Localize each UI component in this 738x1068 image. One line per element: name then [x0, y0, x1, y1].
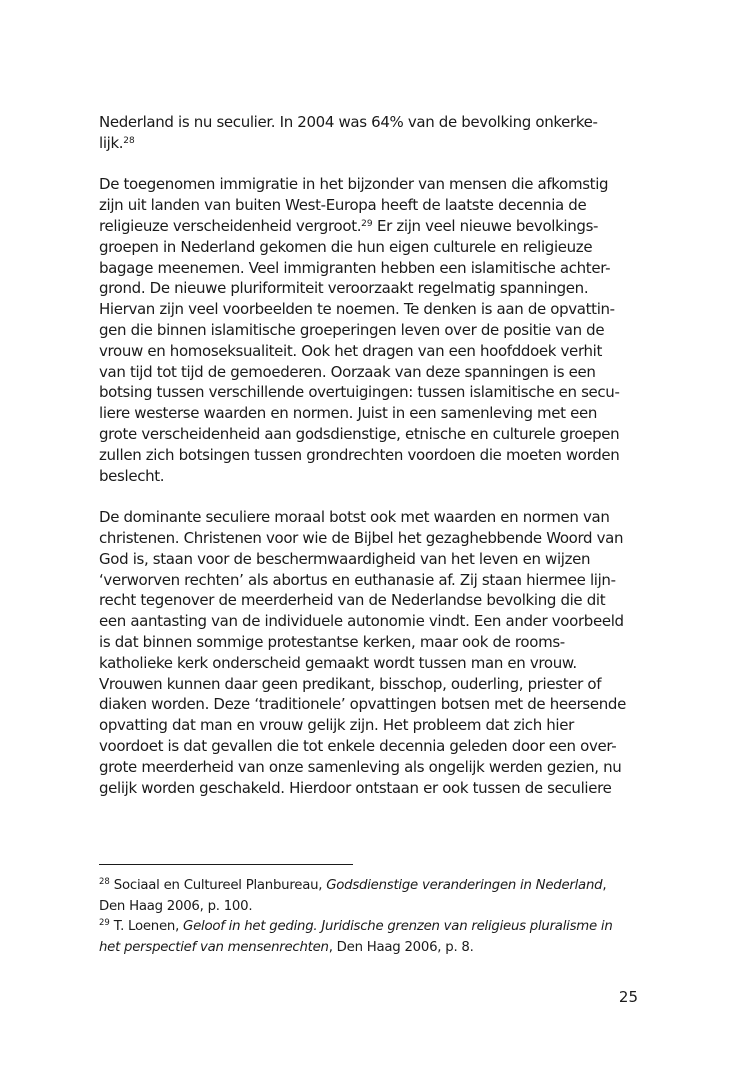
text-line: [99, 341, 647, 362]
text-line: [99, 445, 647, 466]
line-text: grond. De nieuwe pluriformiteit veroorzaakt regelmatig spanningen.: [99, 279, 589, 298]
footnote-28: [99, 876, 647, 917]
page-number: 25: [618, 988, 638, 1006]
line-text: botsing tussen verschillende overtuigingen: tussen islamitische en secu-: [99, 383, 620, 402]
line-text: grote verscheidenheid aan godsdienstige, etnische en culturele groepen: [99, 424, 620, 443]
footnote-reference[interactable]: 29: [361, 218, 373, 229]
footnote-text: , Den Haag 2006, p. 8.: [328, 939, 474, 955]
line-text: Er zijn veel nieuwe bevolkings-: [377, 216, 599, 235]
line-text: religieuze verscheidenheid vergroot.: [99, 216, 362, 235]
text-line: [99, 299, 647, 320]
text-line: [99, 133, 647, 154]
footnote-text: ,: [602, 878, 607, 893]
text-line: [99, 320, 647, 341]
footnotes: [99, 876, 647, 958]
footnote-title: Godsdienstige veranderingen in Nederland: [326, 878, 603, 893]
text-line: [99, 216, 647, 237]
line-text: katholieke kerk onderscheid gemaakt wordt tussen man en vrouw.: [99, 653, 577, 672]
text-line: [99, 258, 647, 279]
paragraph-gap: [99, 486, 647, 507]
text-line: [99, 507, 647, 528]
text-line: [99, 549, 647, 570]
line-text: vrouw en homoseksualiteit. Ook het dragen van een hoofddoek verhit: [99, 341, 602, 360]
paragraph: [99, 507, 647, 798]
line-text: beslecht.: [99, 466, 165, 485]
text-line: [99, 632, 647, 653]
paragraph-gap: [99, 154, 647, 175]
text-line: [99, 528, 647, 549]
line-text: lijk.: [99, 133, 124, 152]
text-line: [99, 757, 647, 778]
line-text: liere westerse waarden en normen. Juist in een samenleving met een: [99, 404, 598, 423]
footnote-text: Den Haag 2006, p. 100.: [99, 898, 253, 914]
line-text: Nederland is nu seculier. In 2004 was 64% van de bevolking onkerke-: [99, 113, 598, 131]
text-line: [99, 403, 647, 424]
text-line: [99, 424, 647, 445]
body-text: [99, 112, 647, 798]
footnote-text: T. Loenen,: [109, 919, 184, 934]
line-text: zijn uit landen van buiten West-Europa heeft de laatste decennia de: [99, 196, 587, 215]
text-line: [99, 195, 647, 216]
text-line: [99, 278, 647, 299]
text-line: [99, 362, 647, 383]
text-line: [99, 466, 647, 487]
text-line: [99, 611, 647, 632]
line-text: gelijk worden geschakeld. Hierdoor ontstaan er ook tussen de seculiere: [99, 778, 612, 797]
line-text: grote meerderheid van onze samenleving als ongelijk werden gezien, nu: [99, 757, 622, 776]
line-text: gen die binnen islamitische groeperingen leven over de positie van de: [99, 320, 605, 339]
text-line: [99, 112, 647, 133]
line-text: groepen in Nederland gekomen die hun eigen culturele en religieuze: [99, 237, 593, 256]
footnote-number: 29: [99, 918, 110, 928]
footnote-separator: [99, 864, 353, 865]
line-text: opvatting dat man en vrouw gelijk zijn. Het probleem dat zich hier: [99, 716, 574, 735]
text-line: [99, 715, 647, 736]
line-text: diaken worden. Deze ‘traditionele’ opvattingen botsen met de heersende: [99, 695, 626, 714]
text-line: [99, 778, 647, 799]
footnote-29: [99, 917, 647, 958]
line-text: Vrouwen kunnen daar geen predikant, bisschop, ouderling, priester of: [99, 674, 602, 693]
line-text: God is, staan voor de beschermwaardigheid van het leven en wijzen: [99, 549, 591, 568]
line-text: De dominante seculiere moraal botst ook met waarden en normen van: [99, 508, 610, 527]
text-line: [99, 736, 647, 757]
footnote-number: 28: [99, 877, 110, 887]
footnote-title: Geloof in het geding. Juridische grenzen van religieus pluralisme in: [183, 919, 613, 934]
line-text: zullen zich botsingen tussen grondrechten voordoen die moeten worden: [99, 445, 620, 464]
line-text: is dat binnen sommige protestantse kerken, maar ook de rooms-: [99, 632, 565, 651]
line-text: een aantasting van de individuele autonomie vindt. Een ander voorbeeld: [99, 612, 624, 631]
text-line: [99, 382, 647, 403]
line-text: recht tegenover de meerderheid van de Nederlandse bevolking die dit: [99, 591, 606, 610]
footnote-reference[interactable]: 28: [123, 135, 135, 146]
line-text: van tijd tot tijd de gemoederen. Oorzaak van deze spanningen is een: [99, 362, 596, 381]
paragraph: [99, 112, 647, 154]
text-line: [99, 674, 647, 695]
text-line: [99, 237, 647, 258]
text-line: [99, 694, 647, 715]
footnote-text: Sociaal en Cultureel Planbureau,: [109, 878, 327, 893]
line-text: De toegenomen immigratie in het bijzonder van mensen die afkomstig: [99, 175, 609, 194]
text-line: [99, 570, 647, 591]
footnote-title: het perspectief van mensenrechten: [99, 939, 329, 955]
line-text: christenen. Christenen voor wie de Bijbel het gezaghebbende Woord van: [99, 528, 624, 547]
text-line: [99, 653, 647, 674]
line-text: bagage meenemen. Veel immigranten hebben een islamitische achter-: [99, 258, 611, 277]
line-text: voordoet is dat gevallen die tot enkele decennia geleden door een over-: [99, 736, 617, 755]
line-text: ‘verworven rechten’ als abortus en euthanasie af. Zij staan hiermee lijn-: [99, 570, 616, 589]
text-line: [99, 174, 647, 195]
text-line: [99, 590, 647, 611]
paragraph: [99, 174, 647, 486]
line-text: Hiervan zijn veel voorbeelden te noemen. Te denken is aan de opvattin-: [99, 300, 615, 319]
